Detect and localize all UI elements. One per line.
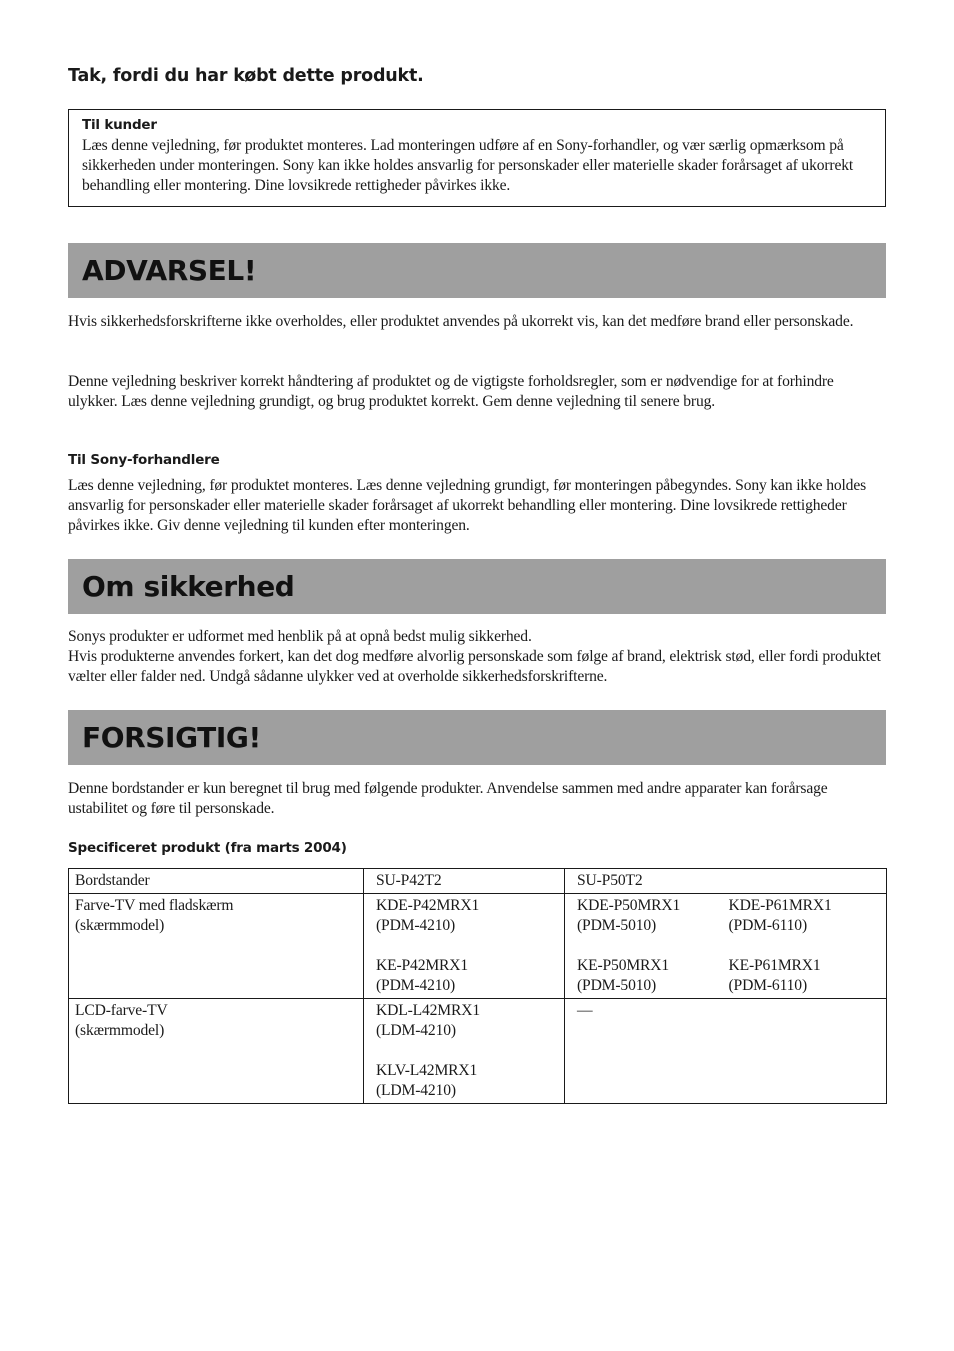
caution-paragraph: Denne bordstander er kun beregnet til brug med følgende produkter. Anvendelse sammen med andre apparater kan forårsage ustabilitet og føre til personskade.	[68, 780, 828, 817]
table-cell	[565, 894, 887, 999]
safety-section-banner	[68, 559, 886, 614]
table-cell	[69, 999, 364, 1104]
table-cell	[69, 894, 364, 999]
model-code: (PDM-6110)	[728, 977, 807, 994]
safety-line-2: Hvis produkterne anvendes forkert, kan det dog medføre alvorlig personskade som følge af brand, elektrisk stød, eller fordi produktet vælter eller falder ned. Undgå sådanne ulykker ved at overholde sikkerhedsforskrifterne.	[68, 648, 881, 685]
model-number: KDE-P61MRX1	[728, 897, 832, 914]
model-number: KE-P61MRX1	[728, 957, 821, 974]
table-cell	[364, 894, 565, 999]
model-code: (PDM-5010)	[577, 917, 657, 934]
model-code: (PDM-5010)	[577, 977, 657, 994]
model-code: (PDM-4210)	[376, 977, 456, 994]
customer-notice-box	[68, 109, 886, 207]
cell-line: Farve-TV med fladskærm	[75, 897, 234, 914]
customer-notice-text: Læs denne vejledning, før produktet monteres. Lad monteringen udføre af en Sony-forhandler, og vær særlig opmærksom på sikkerheden under monteringen. Sony kan ikke holdes ansvarlig for personskader eller materielle skader forårsaget af ukorrekt behandling eller montering. Dine lovsikrede rettigheder påvirkes ikke.	[82, 137, 854, 194]
table-cell: SU-P42T2	[364, 869, 565, 894]
model-number: KDE-P42MRX1	[376, 897, 480, 914]
warning-heading: ADVARSEL!	[82, 254, 257, 287]
model-number: KLV-L42MRX1	[376, 1062, 478, 1079]
warning-section-banner	[68, 243, 886, 298]
table-cell	[364, 999, 565, 1104]
model-code: (PDM-4210)	[376, 917, 456, 934]
caution-section-banner	[68, 710, 886, 765]
cell-line: LCD-farve-TV	[75, 1002, 168, 1019]
caution-heading: FORSIGTIG!	[82, 721, 261, 754]
table-row	[69, 869, 887, 894]
warning-paragraph-1: Hvis sikkerhedsforskrifterne ikke overholdes, eller produktet anvendes på ukorrekt vis, kan det medføre brand eller personskade.	[68, 313, 854, 330]
table-row	[69, 894, 887, 999]
model-code: (PDM-6110)	[728, 917, 807, 934]
model-number: KE-P42MRX1	[376, 957, 469, 974]
model-number: KDL-L42MRX1	[376, 1002, 481, 1019]
table-cell: —	[565, 999, 887, 1104]
model-code: (LDM-4210)	[376, 1022, 456, 1039]
spec-heading: Specificeret produkt (fra marts 2004)	[68, 840, 347, 856]
model-number: KE-P50MRX1	[577, 957, 670, 974]
model-number: KDE-P50MRX1	[577, 897, 681, 914]
page-title: Tak, fordi du har købt dette produkt.	[68, 66, 424, 86]
cell-line: (skærmmodel)	[75, 917, 165, 934]
cell-line: (skærmmodel)	[75, 1022, 165, 1039]
table-cell: Bordstander	[69, 869, 364, 894]
warning-paragraph-2: Denne vejledning beskriver korrekt håndtering af produktet og de vigtigste forholdsregler, som er nødvendige for at forhindre ulykker. Læs denne vejledning grundigt, og brug produktet korrekt. Gem denne vejledning til senere brug.	[68, 373, 834, 410]
spec-table	[68, 868, 887, 1104]
table-row	[69, 999, 887, 1104]
dealers-heading: Til Sony-forhandlere	[68, 452, 220, 468]
table-cell: SU-P50T2	[565, 869, 887, 894]
dealers-paragraph: Læs denne vejledning, før produktet monteres. Læs denne vejledning grundigt, før monteringen påbegyndes. Sony kan ikke holdes ansvarlig for personskader eller materielle skader forårsaget af ukorrekt behandling eller montering. Dine lovsikrede rettigheder påvirkes ikke. Giv denne vejledning til kunden efter monteringen.	[68, 477, 867, 534]
safety-line-1: Sonys produkter er udformet med henblik på at opnå bedst mulig sikkerhed.	[68, 628, 532, 645]
customer-notice-heading: Til kunder	[82, 117, 157, 133]
safety-heading: Om sikkerhed	[82, 570, 295, 603]
model-code: (LDM-4210)	[376, 1082, 456, 1099]
